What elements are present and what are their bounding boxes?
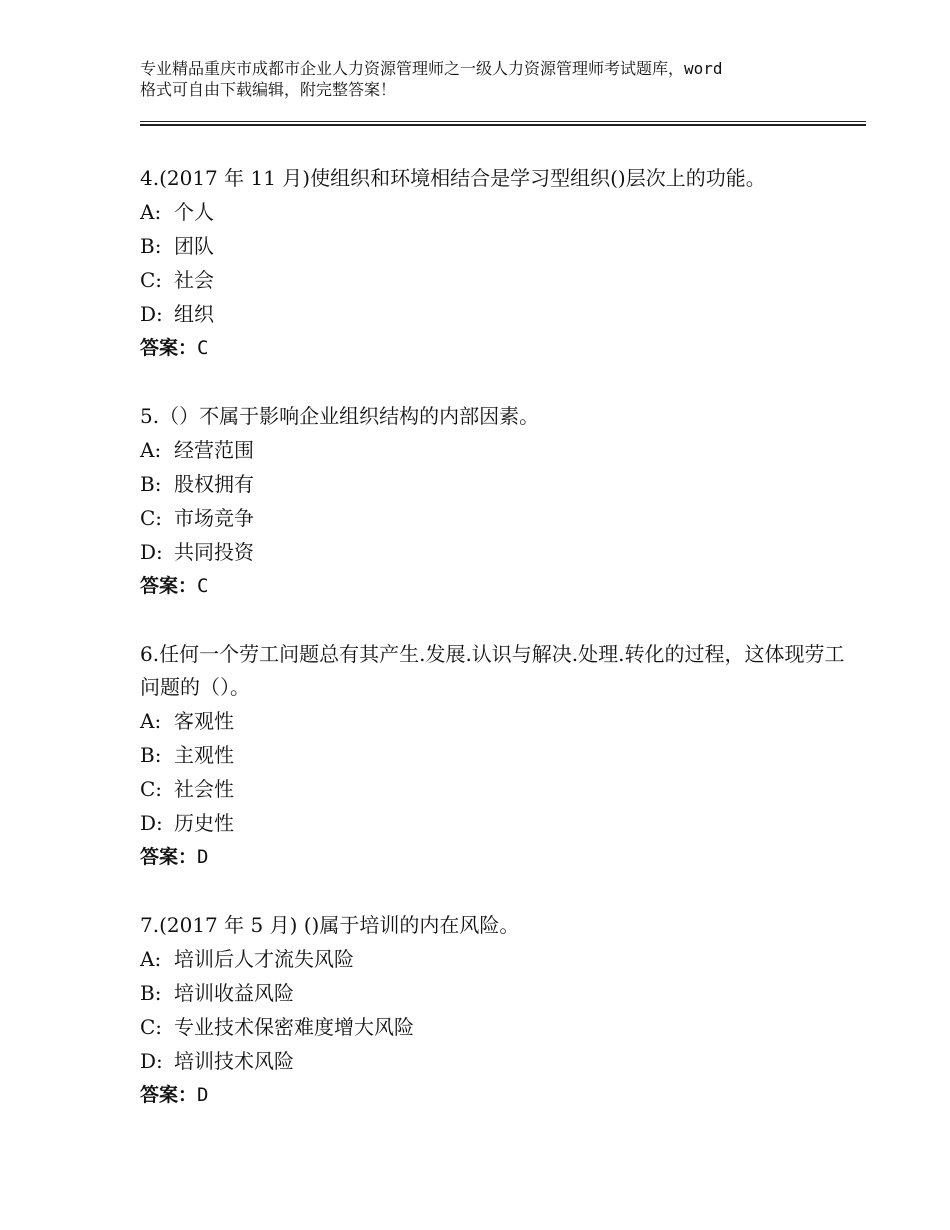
option-d (140, 806, 860, 840)
option-key: C: (140, 777, 163, 801)
option-key: D: (140, 811, 163, 835)
question-5 (140, 400, 860, 604)
answer-label: 答案： (140, 846, 198, 868)
option-c (140, 263, 860, 297)
question-list (140, 162, 860, 1147)
header-divider-thin (140, 121, 866, 122)
option-text: 培训收益风险 (174, 981, 294, 1005)
option-text: 共同投资 (174, 540, 254, 564)
option-text: 培训后人才流失风险 (174, 947, 354, 971)
option-text: 客观性 (174, 709, 234, 733)
option-key: B: (140, 981, 162, 1005)
option-text: 团队 (174, 234, 214, 258)
option-d (140, 297, 860, 331)
option-key: D: (140, 302, 163, 326)
option-b (140, 738, 860, 772)
option-key: A: (140, 438, 162, 462)
question-stem: 4.(2017 年 11 月)使组织和环境相结合是学习型组织()层次上的功能。 (140, 166, 766, 190)
answer-line (140, 569, 860, 604)
option-text: 个人 (174, 200, 214, 224)
answer-line (140, 840, 860, 875)
answer-value: C (197, 575, 209, 597)
option-key: B: (140, 472, 162, 496)
option-key: C: (140, 268, 163, 292)
option-text: 市场竞争 (174, 506, 254, 530)
option-a (140, 433, 860, 467)
option-a (140, 942, 860, 976)
option-d (140, 535, 860, 569)
header-divider-thick (140, 124, 866, 126)
option-key: A: (140, 947, 162, 971)
question-stem: 5.（）不属于影响企业组织结构的内部因素。 (140, 404, 540, 428)
option-c (140, 772, 860, 806)
question-6 (140, 638, 860, 875)
answer-value: D (197, 846, 209, 868)
question-stem: 6.任何一个劳工问题总有其产生.发展.认识与解决.处理.转化的过程，这体现劳工问题的（）。 (140, 642, 845, 699)
answer-line (140, 331, 860, 366)
option-key: C: (140, 506, 163, 530)
option-text: 经营范围 (174, 438, 254, 462)
option-text: 主观性 (174, 743, 234, 767)
header-title-line-2: 格式可自由下载编辑，附完整答案！ (140, 80, 397, 99)
option-key: C: (140, 1015, 163, 1039)
answer-line (140, 1078, 860, 1113)
option-text: 培训技术风险 (174, 1049, 294, 1073)
option-key: A: (140, 200, 162, 224)
option-b (140, 229, 860, 263)
option-key: A: (140, 709, 162, 733)
option-key: D: (140, 1049, 163, 1073)
question-4 (140, 162, 860, 366)
answer-value: C (197, 337, 209, 359)
option-text: 组织 (174, 302, 214, 326)
option-c (140, 501, 860, 535)
option-a (140, 195, 860, 229)
answer-label: 答案： (140, 337, 198, 359)
option-key: D: (140, 540, 163, 564)
option-text: 历史性 (174, 811, 234, 835)
option-text: 社会性 (174, 777, 234, 801)
option-b (140, 976, 860, 1010)
answer-value: D (197, 1084, 209, 1106)
option-c (140, 1010, 860, 1044)
option-b (140, 467, 860, 501)
header-title-line-1: 专业精品重庆市成都市企业人力资源管理师之一级人力资源管理师考试题库，word (140, 59, 723, 78)
page-header (140, 58, 840, 100)
option-text: 社会 (174, 268, 214, 292)
option-a (140, 704, 860, 738)
option-key: B: (140, 234, 162, 258)
question-stem: 7.(2017 年 5 月) ()属于培训的内在风险。 (140, 913, 520, 937)
answer-label: 答案： (140, 575, 198, 597)
option-text: 专业技术保密难度增大风险 (174, 1015, 414, 1039)
option-text: 股权拥有 (174, 472, 254, 496)
answer-label: 答案： (140, 1084, 198, 1106)
question-7 (140, 909, 860, 1113)
option-d (140, 1044, 860, 1078)
option-key: B: (140, 743, 162, 767)
